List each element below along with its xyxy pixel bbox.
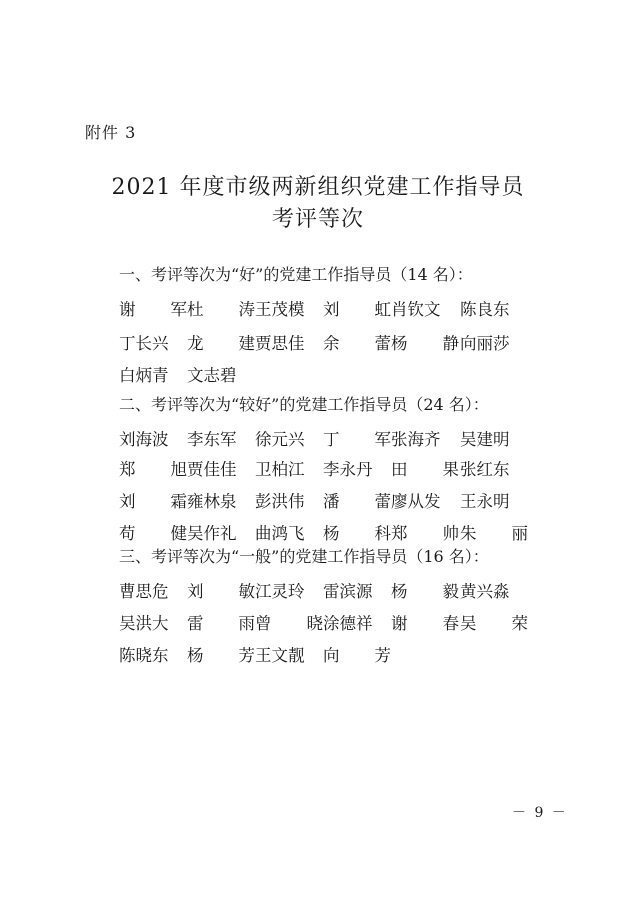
person-name: 吴建明 — [460, 430, 510, 449]
person-name: 曲鸿飞 — [255, 524, 305, 543]
person-name: 李东军 — [187, 430, 237, 449]
person-name: 贾思佳 — [255, 334, 305, 353]
person-name: 杨 科 — [323, 524, 391, 543]
person-name: 田 果 — [391, 460, 459, 479]
person-name: 吴 荣 — [460, 614, 528, 633]
person-name: 雷 雨 — [187, 614, 255, 633]
person-name: 张红东 — [460, 460, 510, 479]
person-name: 徐元兴 — [255, 430, 305, 449]
person-name: 黄兴淼 — [460, 582, 510, 601]
person-name: 曹思危 — [119, 582, 169, 601]
person-name: 陈良东 — [460, 300, 510, 319]
name-row — [119, 426, 519, 452]
name-row — [119, 456, 519, 482]
person-name: 肖钦文 — [391, 300, 441, 319]
person-name: 谢 军 — [119, 300, 187, 319]
person-name: 郑 帅 — [391, 524, 459, 543]
person-name: 王茂模 — [255, 300, 305, 319]
name-row — [119, 642, 519, 668]
person-name: 曾 晓 — [255, 614, 323, 633]
document-title-line-2: 考评等次 — [271, 207, 364, 232]
person-name: 陈晓东 — [119, 646, 169, 665]
person-name: 雷滨源 — [323, 582, 373, 601]
person-name: 白炳青 — [119, 366, 169, 385]
person-name: 苟 健 — [119, 524, 187, 543]
person-name: 廖从发 — [391, 492, 441, 511]
person-name: 王永明 — [460, 492, 510, 511]
person-name: 朱 丽 — [460, 524, 528, 543]
person-name: 江灵玲 — [255, 582, 305, 601]
name-row — [119, 610, 528, 636]
person-name: 刘海波 — [119, 430, 169, 449]
person-name: 张海齐 — [391, 430, 441, 449]
person-name: 刘 霜 — [119, 492, 187, 511]
person-name: 杨 静 — [391, 334, 459, 353]
person-name: 向 芳 — [323, 646, 391, 665]
name-row — [119, 578, 519, 604]
person-name: 谢 春 — [391, 614, 459, 633]
name-row — [119, 488, 519, 514]
document-title-line-1: 2021 年度市级两新组织党建工作指导员 — [111, 175, 525, 200]
section-heading-3: 三、考评等次为“一般”的党建工作指导员（16 名）： — [119, 547, 489, 566]
person-name: 杨 毅 — [391, 582, 459, 601]
person-name: 雍林泉 — [187, 492, 237, 511]
name-row — [119, 330, 519, 356]
person-name: 王文靓 — [255, 646, 305, 665]
person-name: 丁 军 — [323, 430, 391, 449]
person-name: 吴洪大 — [119, 614, 169, 633]
person-name: 李永丹 — [323, 460, 373, 479]
name-row — [119, 362, 519, 388]
person-name: 郑 旭 — [119, 460, 187, 479]
person-name: 文志碧 — [187, 366, 237, 385]
section-heading-2: 二、考评等次为“较好”的党建工作指导员（24 名）： — [119, 395, 489, 414]
person-name: 龙 建 — [187, 334, 255, 353]
attachment-label: 附件 3 — [85, 123, 137, 142]
page-number: － 9 － — [512, 805, 568, 821]
person-name: 余 蕾 — [323, 334, 391, 353]
person-name: 潘 蕾 — [323, 492, 391, 511]
person-name: 刘 虹 — [323, 300, 391, 319]
person-name: 卫柏江 — [255, 460, 305, 479]
name-row — [119, 296, 519, 322]
person-name: 涂德祥 — [323, 614, 373, 633]
person-name: 吴作礼 — [187, 524, 237, 543]
person-name: 彭洪伟 — [255, 492, 305, 511]
person-name: 丁长兴 — [119, 334, 169, 353]
person-name: 向丽莎 — [460, 334, 510, 353]
person-name: 刘 敏 — [187, 582, 255, 601]
section-heading-1: 一、考评等次为“好”的党建工作指导员（14 名）： — [119, 265, 473, 284]
name-row — [119, 520, 528, 546]
person-name: 贾佳佳 — [187, 460, 237, 479]
person-name: 杨 芳 — [187, 646, 255, 665]
person-name: 杜 涛 — [187, 300, 255, 319]
